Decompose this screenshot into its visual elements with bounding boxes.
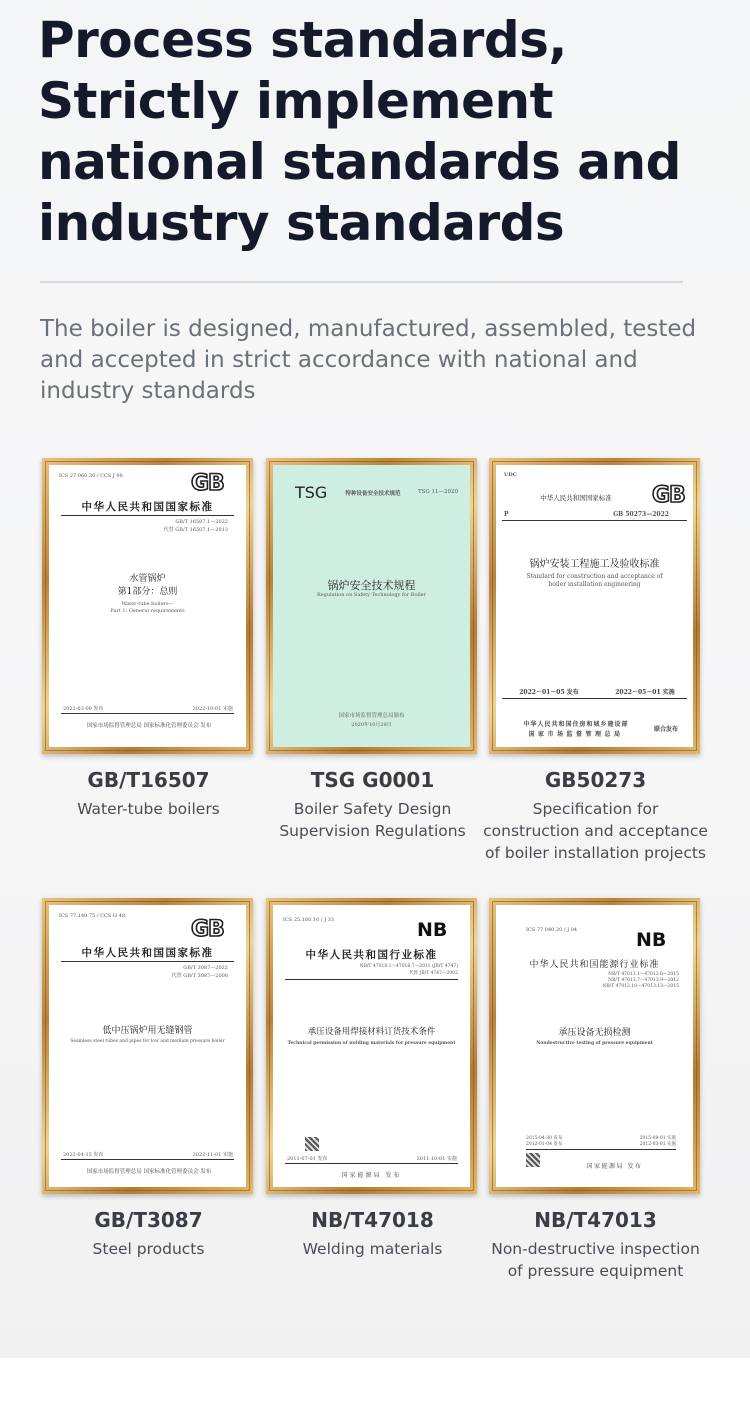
doc-replaces: 代替 JB/T 4747—2002 (409, 971, 458, 976)
doc-replaces: 代替 GB/T 3087—2008 (171, 973, 228, 979)
standard-card-nbt47018 (260, 898, 485, 1298)
doc-subtitle-cn: 第1部分：总则 (117, 587, 178, 597)
doc-agency: 中华人民共和国国家标准 (81, 947, 214, 959)
doc-agency: 中华人民共和国行业标准 (305, 949, 438, 961)
doc-rule-bottom (61, 713, 234, 714)
doc-issue-date: 2022－01－05 发布 (519, 689, 579, 696)
doc-corner: ICS 77.140.75 / CCS H 48 (59, 913, 126, 919)
qr-code-icon (305, 1137, 319, 1151)
standard-document-cover (496, 465, 693, 747)
doc-impl-date: 2022-11-01 实施 (192, 1152, 233, 1158)
page-title: Process standards, Strictly implement national standards and industry standards (38, 11, 681, 252)
doc-title-en: Water-tube boilers— (121, 601, 174, 607)
doc-title-cn: 锅炉安装工程施工及验收标准 (529, 559, 660, 570)
doc-issuer: 国家能源局 发布 (341, 1172, 402, 1179)
doc-agency: 中华人民共和国国家标准 (81, 501, 214, 513)
doc-title-en: Standard for construction and acceptance of boiler installation engineering (526, 573, 663, 588)
doc-number-2: NB/T 47013.7～47013.9—2012 (608, 978, 679, 983)
standard-description: Water-tube boilers (77, 800, 220, 818)
certificate-frame (489, 458, 700, 754)
page-subtitle: The boiler is designed, manufactured, assembled, tested and accepted in strict accordance with national and industry standards (40, 316, 697, 404)
standard-document-cover (496, 905, 693, 1187)
doc-rule (285, 979, 458, 980)
doc-rule (502, 520, 687, 521)
standard-description: Specification for construction and acceptance of boiler installation projects (483, 800, 708, 862)
certificate-frame (42, 458, 253, 754)
standard-description: Steel products (92, 1240, 205, 1258)
doc-rule-bottom (285, 1163, 458, 1164)
doc-issue-date: 2022-04-15 发布 (63, 1152, 104, 1158)
nb-logo: NB (636, 929, 667, 951)
gb-logo: GB (191, 471, 224, 496)
doc-number: GB/T 16507.1—2022 (175, 519, 228, 525)
doc-rule-bottom (526, 1149, 676, 1150)
doc-number: TSG 11—2020 (417, 489, 459, 495)
doc-title-en: Nondestructive testing of pressure equipment (536, 1041, 653, 1046)
doc-title-cn: 承压设备用焊接材料订货技术条件 (307, 1027, 436, 1037)
doc-issue-date: 2015-04-30 发布 (526, 1136, 563, 1141)
doc-joint: 联合发布 (653, 726, 678, 733)
certificate-frame (489, 898, 700, 1194)
standard-code: GB50273 (544, 768, 647, 792)
standard-description: Welding materials (302, 1240, 443, 1258)
standard-code: GB/T16507 (87, 768, 210, 792)
standard-document-cover (273, 465, 470, 747)
doc-issuer: 国家市场监督管理总局颁布 (338, 713, 405, 719)
standard-code: GB/T3087 (94, 1208, 203, 1232)
doc-title-cn: 水管锅炉 (129, 574, 166, 584)
doc-replaces: 代替 GB/T 16507.1—2013 (163, 527, 228, 533)
doc-p: P (504, 511, 509, 518)
doc-rule (61, 515, 234, 516)
doc-title-cn: 低中压锅炉用无缝钢管 (102, 1026, 193, 1036)
doc-issuer: 国家市场监督管理总局 国家标准化管理委员会 发布 (86, 723, 212, 729)
doc-title-cn: 承压设备无损检测 (558, 1028, 631, 1038)
doc-issuer: 国家市场监督管理总局 国家标准化管理委员会 发布 (86, 1169, 212, 1175)
standard-description: Non-destructive inspection of pressure equipment (491, 1240, 700, 1280)
divider (40, 281, 683, 283)
doc-title-en: Regulation on Safety Technology for Boiler (316, 592, 427, 598)
doc-impl-date: 2011-10-01 实施 (416, 1156, 457, 1162)
standard-code: TSG G0001 (310, 768, 435, 792)
doc-rule-bottom (61, 1159, 234, 1160)
standard-document-cover (273, 905, 470, 1187)
nb-logo: NB (417, 919, 448, 941)
doc-agency: 中华人民共和国能源行业标准 (529, 960, 660, 970)
doc-series: 特种设备安全技术规范 (345, 491, 401, 497)
standard-card-gbt16507 (36, 458, 261, 858)
doc-issue-date-2: 2012-01-04 发布 (526, 1142, 563, 1147)
doc-issue-date: 2022-03-09 发布 (63, 706, 104, 712)
standard-card-gb50273 (483, 458, 708, 878)
doc-agency: 中华人民共和国国家标准 (540, 494, 612, 502)
doc-corner: UDC (504, 472, 517, 478)
doc-issuer-1: 中华人民共和国住房和城乡建设部 (523, 721, 629, 728)
gb-logo: GB (191, 917, 224, 942)
doc-title-cn: 锅炉安全技术规程 (327, 579, 416, 592)
doc-issue-date: 2011-07-01 发布 (287, 1156, 328, 1162)
standard-document-cover (49, 905, 246, 1187)
doc-subtitle-en: Part 1: General requirements (110, 608, 185, 614)
doc-impl-date: 2022-10-01 实施 (192, 706, 233, 712)
doc-title-en: Seamless steel tubes and pipes for low and medium pressure boiler (70, 1039, 225, 1044)
doc-date: 2020年10月29日 (351, 722, 392, 728)
doc-number: NB/T 47013.1～47013.6—2015 (608, 972, 679, 977)
standard-code: NB/T47013 (534, 1208, 657, 1232)
doc-number: GB/T 3087—2022 (183, 965, 228, 971)
certificate-frame (266, 458, 477, 754)
tsg-logo: TSG (295, 483, 328, 502)
doc-number: NB/T 47018.1～47018.7—2011 (JB/T 4747) (359, 964, 458, 969)
standard-card-tsg-g0001 (260, 458, 485, 858)
doc-impl-date: 2015-09-01 实施 (639, 1136, 676, 1141)
doc-impl-date-2: 2012-03-01 实施 (639, 1142, 676, 1147)
standard-card-gbt3087 (36, 898, 261, 1298)
gb-logo: GB (652, 483, 685, 508)
standard-card-nbt47013 (483, 898, 708, 1298)
doc-corner: ICS 27.060.30 / CCS J 98 (59, 473, 123, 479)
doc-issuer-2: 国家市场监督管理总局 (528, 731, 624, 738)
doc-corner: ICS 25.160.10 / J 33 (283, 917, 335, 923)
doc-title-en: Technical permission of welding materials for pressure equipment (287, 1041, 456, 1046)
certificate-frame (266, 898, 477, 1194)
standard-code: NB/T47018 (311, 1208, 434, 1232)
doc-corner: ICS 77.040.20 / J 04 (526, 927, 578, 933)
standard-document-cover (49, 465, 246, 747)
standard-description: Boiler Safety Design Supervision Regulations (279, 800, 466, 840)
doc-rule (61, 961, 234, 962)
doc-issuer: 国家能源局 发布 (586, 1163, 643, 1170)
doc-number: GB 50273—2022 (613, 511, 669, 518)
doc-number-3: NB/T 47013.10～47013.13—2015 (602, 984, 679, 989)
doc-rule-bottom (502, 698, 687, 699)
doc-impl-date: 2022－05－01 实施 (615, 689, 675, 696)
certificate-frame (42, 898, 253, 1194)
